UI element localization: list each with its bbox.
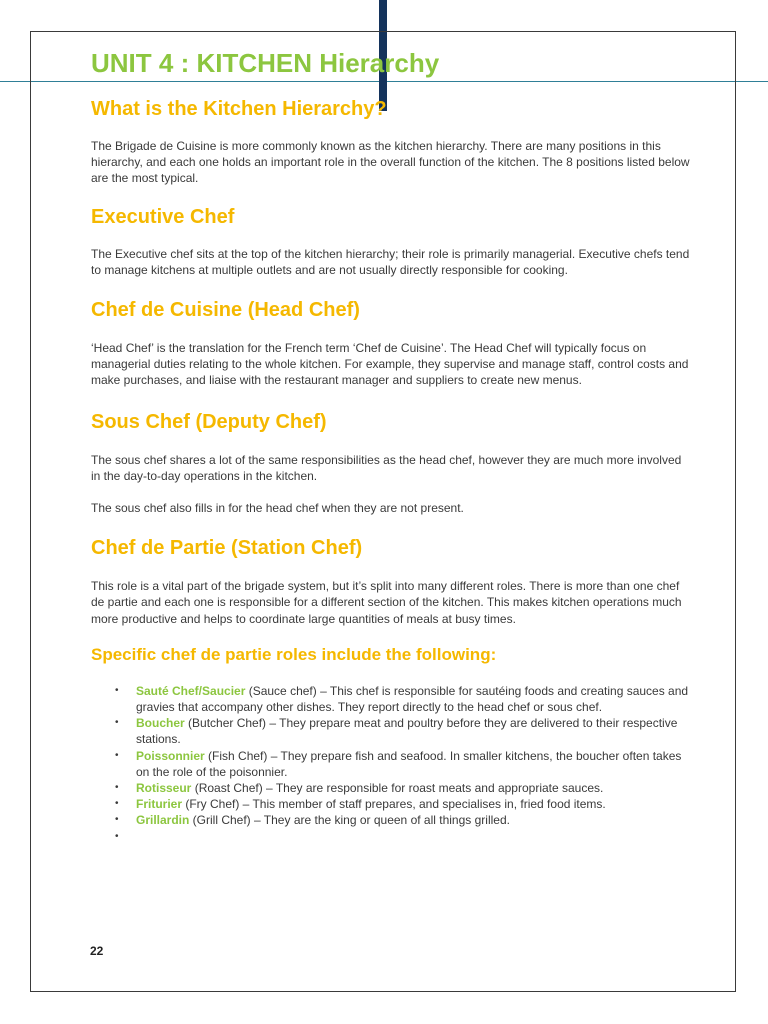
list-item — [91, 715, 691, 747]
head-chef-paragraph: ‘Head Chef’ is the translation for the French term ‘Chef de Cuisine’. The Head Chef will typically focus on managerial duties relating to the whole kitchen. For example, they supervise and manage staff, control costs and make purchases, and liaise with the restaurant manager and suppliers to create new menus. — [91, 341, 689, 388]
list-item — [91, 829, 691, 845]
bullet-icon: • — [115, 814, 119, 826]
chef-de-partie-paragraph: This role is a vital part of the brigade system, but it’s split into many different roles. There is more than one chef de partie and each one is responsible for a different section of the kitchen. This makes kitchen operations much more productive and helps to coordinate large quantities of meals at busy times. — [91, 579, 682, 626]
unit-title: UNIT 4 : KITCHEN Hierarchy — [91, 48, 440, 78]
role-description: (Butcher Chef) – They prepare meat and poultry before they are delivered to their respective stations. — [136, 716, 678, 747]
role-description: (Roast Chef) – They are responsible for roast meats and appropriate sauces. — [191, 781, 604, 796]
intro-paragraph: The Brigade de Cuisine is more commonly known as the kitchen hierarchy. There are many positions in this hierarchy, and each one holds an important role in the overall function of the kitchen. The 8 positions listed below are the most typical. — [91, 139, 690, 186]
heading-chef-de-partie: Chef de Partie (Station Chef) — [91, 537, 363, 560]
role-description: (Fry Chef) – This member of staff prepares, and specialises in, fried food items. — [182, 797, 606, 812]
heading-specific-roles: Specific chef de partie roles include the following: — [91, 644, 497, 664]
role-description: (Sauce chef) – This chef is responsible for sautéing foods and creating sauces and gravies that accompany other dishes. They report directly to the head chef or sous chef. — [136, 683, 689, 715]
role-name: Boucher — [136, 716, 185, 731]
bullet-icon: • — [115, 684, 119, 696]
heading-executive-chef: Executive Chef — [91, 205, 235, 228]
roles-list — [91, 683, 691, 845]
page-number: 22 — [90, 944, 104, 958]
role-name: Sauté Chef/Saucier — [136, 683, 246, 698]
role-name: Friturier — [136, 797, 183, 812]
heading-head-chef: Chef de Cuisine (Head Chef) — [91, 299, 360, 322]
sous-chef-paragraph-1: The sous chef shares a lot of the same responsibilities as the head chef, however they are much more involved in the day-to-day operations in the kitchen. — [91, 452, 682, 483]
list-item — [91, 683, 691, 715]
role-name: Grillardin — [136, 813, 190, 828]
role-description: (Grill Chef) – They are the king or queen of all things grilled. — [189, 813, 510, 828]
document-content — [91, 46, 691, 845]
heading-what-is-hierarchy: What is the Kitchen Hierarchy? — [91, 98, 387, 120]
list-item — [91, 780, 691, 796]
executive-chef-paragraph: The Executive chef sits at the top of the kitchen hierarchy; their role is primarily managerial. Executive chefs tend to manage kitchens at multiple outlets and are not usually directly responsible for cooking. — [91, 246, 690, 277]
role-description: (Fish Chef) – They prepare fish and seafood. In smaller kitchens, the boucher often takes on the role of the poisonnier. — [136, 748, 682, 779]
heading-sous-chef: Sous Chef (Deputy Chef) — [91, 410, 327, 433]
list-item — [91, 812, 691, 828]
list-item — [91, 796, 691, 812]
bullet-icon: • — [115, 830, 119, 842]
list-item — [91, 748, 691, 780]
role-name: Poissonnier — [136, 748, 205, 763]
bullet-icon: • — [115, 749, 119, 761]
sous-chef-paragraph-2: The sous chef also fills in for the head chef when they are not present. — [91, 501, 464, 516]
bullet-icon: • — [115, 717, 119, 729]
bullet-icon: • — [115, 782, 119, 794]
bullet-icon: • — [115, 798, 119, 810]
role-name: Rotisseur — [136, 781, 192, 796]
